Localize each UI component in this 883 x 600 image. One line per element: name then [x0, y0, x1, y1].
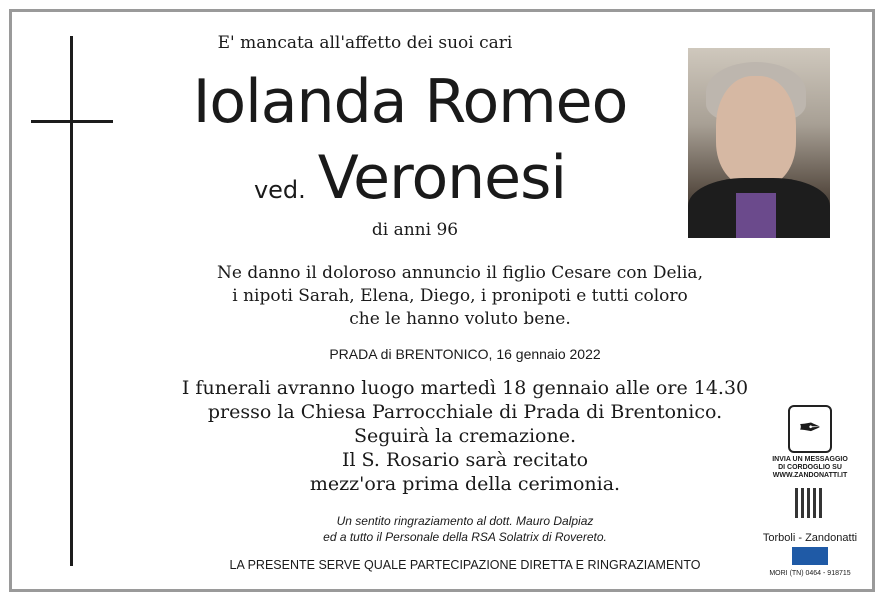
- funeral-line: I funerali avranno luogo martedì 18 gennaio alle ore 14.30: [181, 377, 749, 399]
- brand-logo-icon: [792, 547, 828, 565]
- funeral-line: Il S. Rosario sarà recitato: [341, 449, 589, 471]
- announcement-line: che le hanno voluto bene.: [349, 309, 571, 329]
- deceased-name: Iolanda Romeo: [192, 67, 628, 137]
- announcement-line: i nipoti Sarah, Elena, Diego, i pronipoti e tutti coloro: [232, 286, 688, 306]
- thanks-line: Un sentito ringraziamento al dott. Mauro Dalpiaz: [336, 514, 594, 528]
- cross-icon-vertical: [70, 36, 73, 566]
- brand-name: Torboli - Zandonatti: [762, 532, 858, 544]
- funeral-line: Seguirà la cremazione.: [354, 425, 576, 447]
- thanks-line: ed a tutto il Personale della RSA Solatrix di Rovereto.: [323, 530, 607, 544]
- funeral-line: mezz'ora prima della cerimonia.: [309, 473, 621, 495]
- footer-text: LA PRESENTE SERVE QUALE PARTECIPAZIONE DIRETTA E RINGRAZIAMENTO: [229, 558, 701, 572]
- intro-text: E' mancata all'affetto dei suoi cari: [217, 33, 513, 53]
- portrait-photo: [688, 48, 830, 238]
- widow-prefix: ved.: [253, 176, 306, 204]
- funeral-line: presso la Chiesa Parrocchiale di Prada di Brentonico.: [207, 401, 723, 423]
- announcement: [210, 262, 710, 331]
- scroll-quill-icon: ✒: [788, 405, 832, 453]
- condolence-cta[interactable]: INVIA UN MESSAGGIO DI CORDOGLIO SU WWW.ZANDONATTI.IT: [772, 456, 848, 479]
- widow-line: [200, 138, 620, 233]
- age-text: di anni 96: [371, 220, 459, 240]
- funeral-details: [180, 376, 750, 496]
- announcement-line: Ne danno il doloroso annuncio il figlio Cesare con Delia,: [217, 263, 703, 283]
- cross-icon-horizontal: [31, 120, 113, 123]
- widow-surname: Veronesi: [317, 143, 567, 213]
- brand-contact: MORI (TN) 0464 - 918715: [769, 570, 851, 577]
- qr-code-icon[interactable]: [795, 488, 825, 518]
- place-date: PRADA di BRENTONICO, 16 gennaio 2022: [329, 346, 601, 362]
- thanks-note: [240, 513, 690, 545]
